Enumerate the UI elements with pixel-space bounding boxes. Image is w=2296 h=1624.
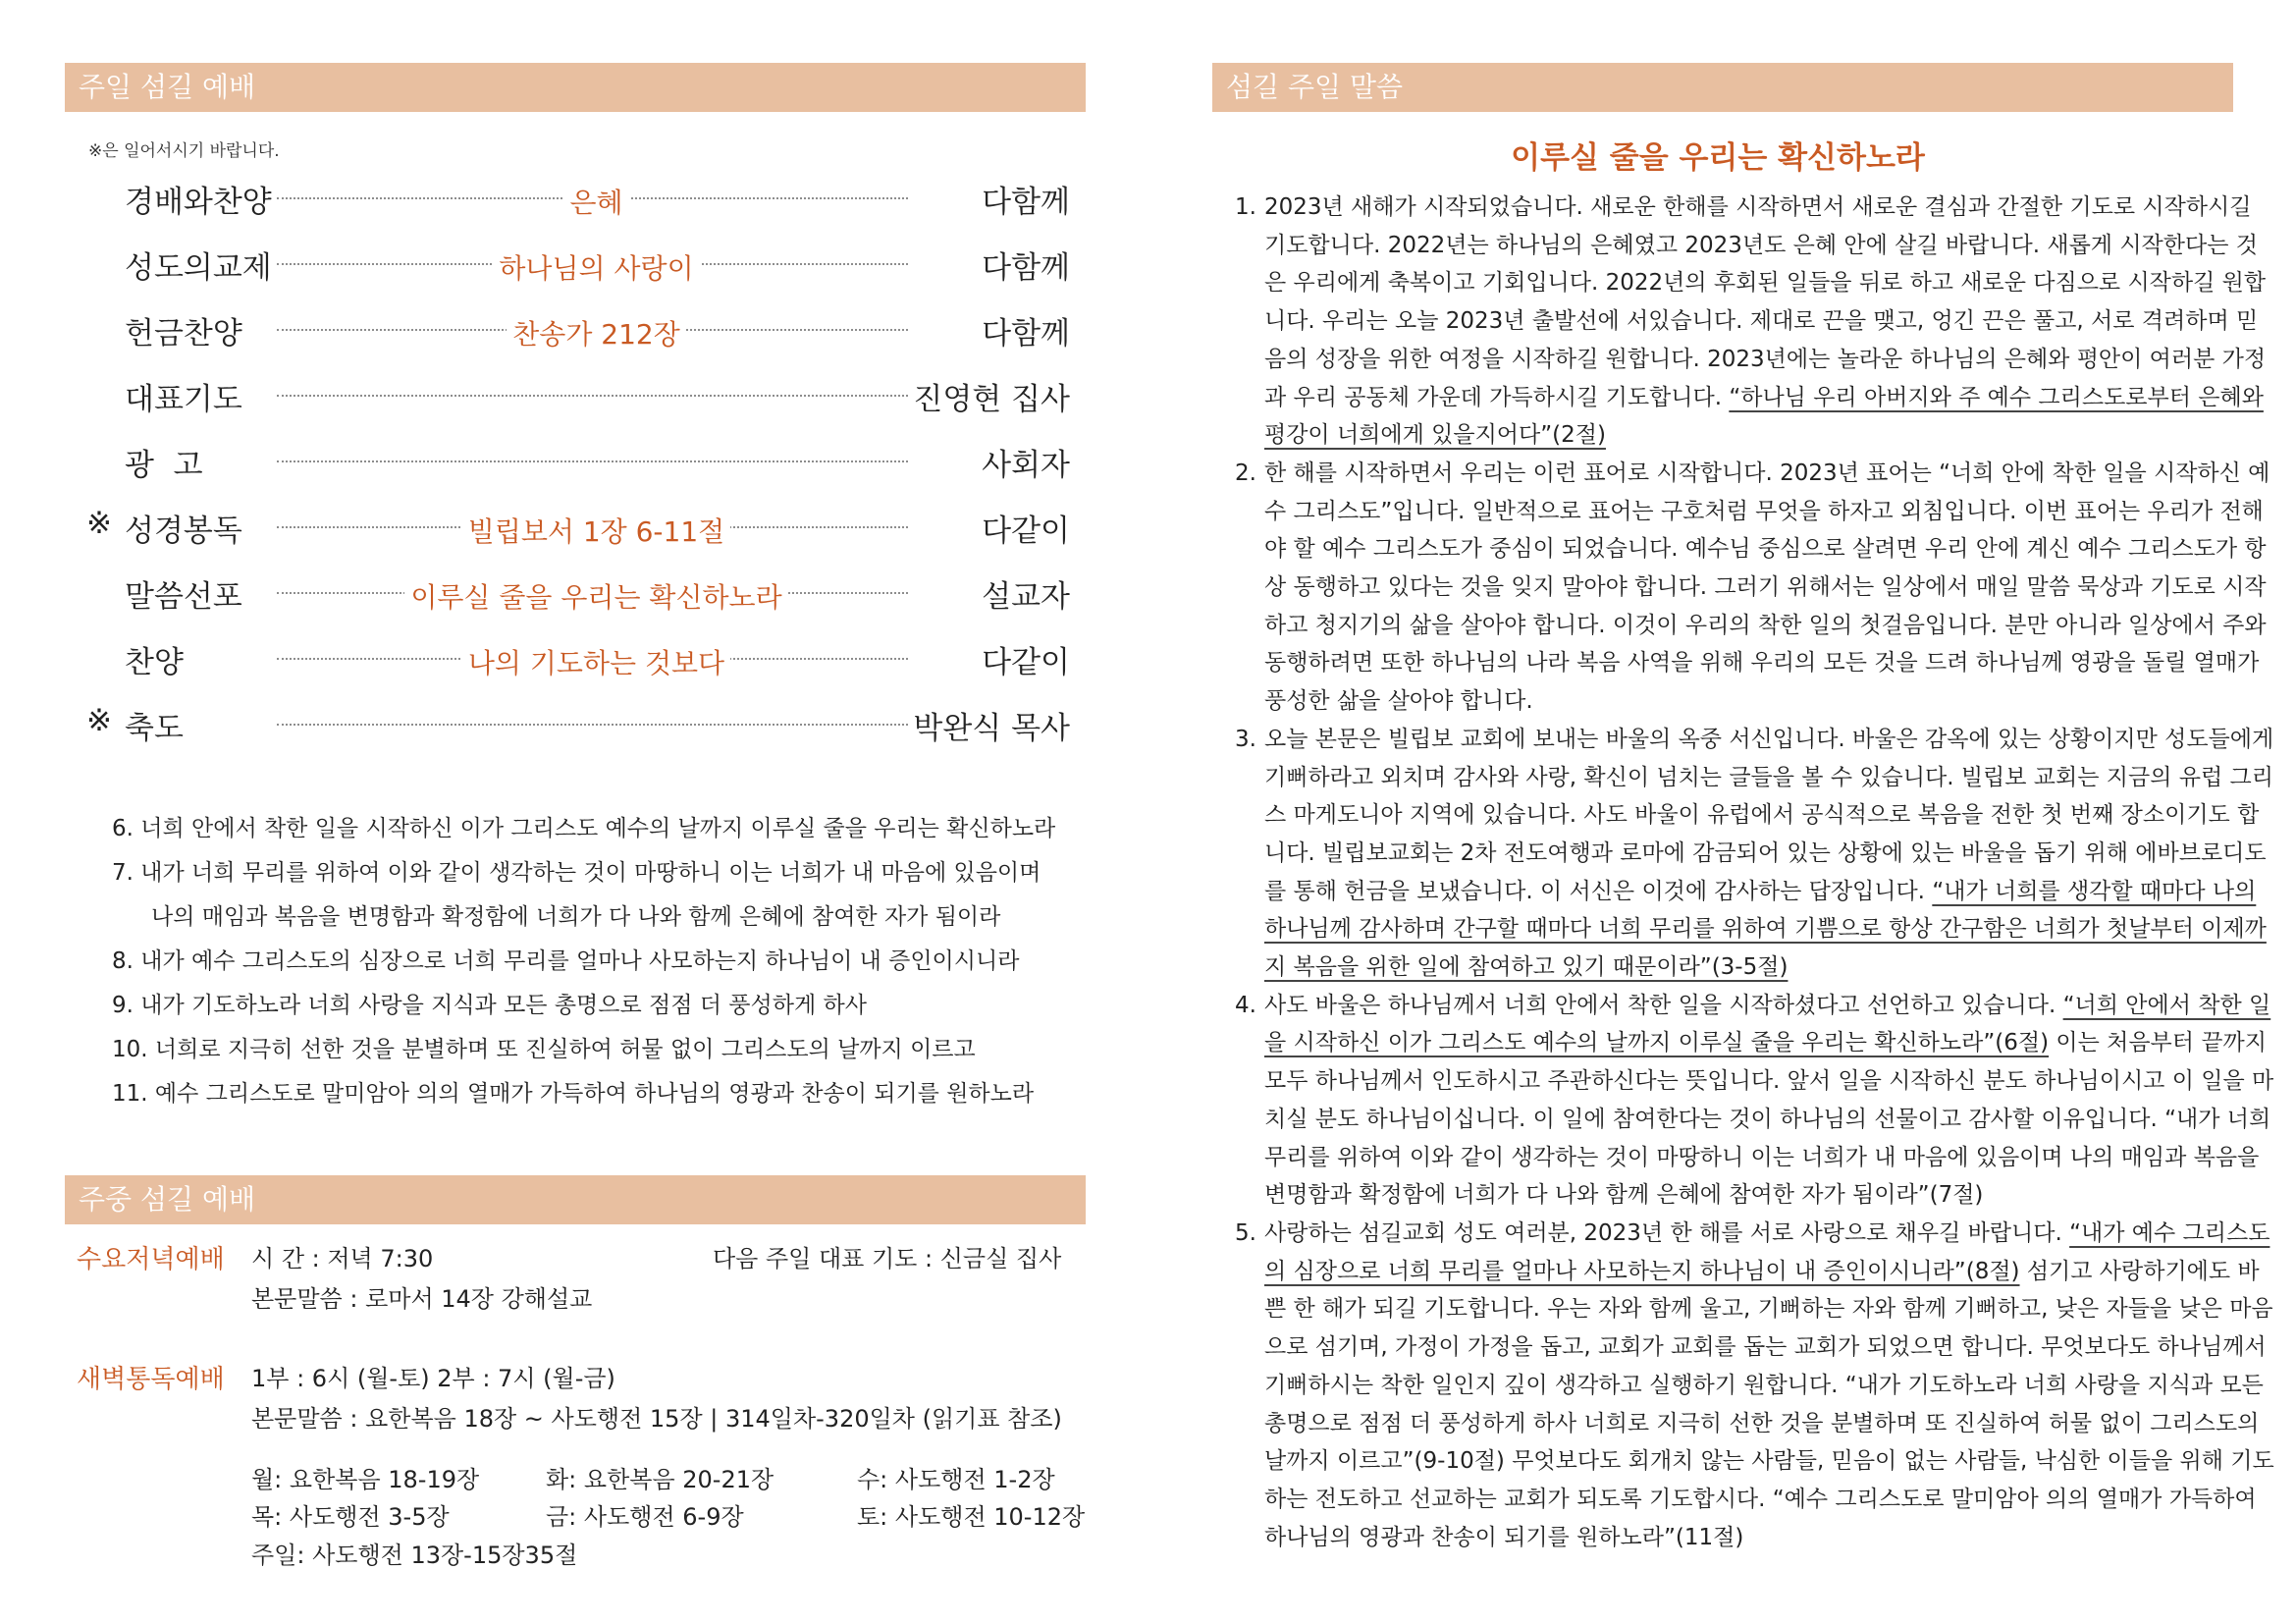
order-item: 성도의교제	[125, 250, 272, 286]
point-quote: “하나님 우리 아버지와 주 예수 그리스도로부터 은혜와 평강이 너희에게 있을지어다”(2절)	[1264, 384, 2264, 449]
verse-line: 11. 예수 그리스도로 말미암아 의의 열매가 가득하여 하나님의 영광과 찬송이 되기를 원하노라	[112, 1081, 1035, 1107]
order-leader: 사회자	[982, 448, 1070, 483]
order-detail: 나의 기도하는 것보다	[285, 642, 908, 681]
dawn-text: 본문말씀 : 요한복음 18장 ~ 사도행전 15장 | 314일차-320일차 (읽기표 참조)	[251, 1405, 1062, 1433]
reading-mon: 월: 요한복음 18-19장	[251, 1466, 480, 1493]
order-leader: 박완식 목사	[913, 711, 1070, 746]
wednesday-time: 시 간 : 저녁 7:30	[251, 1245, 434, 1272]
reading-sun: 주일: 사도행전 13장-15장35절	[251, 1542, 578, 1569]
order-item: 경배와찬양	[125, 185, 272, 220]
reading-fri: 금: 사도행전 6-9장	[546, 1503, 744, 1531]
order-row	[79, 435, 1070, 501]
point-text: 오늘 본문은 빌립보 교회에 보내는 바울의 옥중 서신입니다. 바울은 감옥에 있는 상황이지만 성도들에게 기뻐하라고 외치며 감사와 사랑, 확신이 넘치는 글들을 볼 수 있습니다. 빌립보 교회는 지금의 유럽 그리스 마게도니아 지역에 있습니다. 사도 바울이 유럽에서 공식적으로 복음을 전한 첫 번째 장소이기도 합니다. 빌립보교회는 2차 전도여행과 로마에 감금되어 있는 상황에 있는 바울을 돕기 위해 에바브로디도를 통해 헌금을 보냈습니다. 이 서신은 이것에 감사하는 답장입니다.	[1264, 726, 2274, 904]
order-item: 헌금찬양	[125, 316, 242, 352]
reading-thu: 목: 사도행전 3-5장	[251, 1503, 450, 1531]
point-number: 5.	[1235, 1219, 1256, 1246]
sunday-service-banner: 주일 섬길 예배	[65, 63, 1086, 112]
order-detail: 이루실 줄을 우리는 확신하노라	[285, 576, 908, 616]
verse-line: 10. 너희로 지극히 선한 것을 분별하며 또 진실하여 허물 없이 그리스도의 날까지 이르고	[112, 1037, 976, 1062]
point-quote: “너희 안에서 착한 일을 시작하신 이가 그리스도 예수의 날까지 이루실 줄을 우리는 확신하노라”(6절)	[1264, 992, 2271, 1056]
sermon-point	[1235, 1215, 2275, 1556]
order-detail: 하나님의 사랑이	[285, 247, 908, 287]
point-quote: “내가 예수 그리스도의 심장으로 너희 무리를 얼마나 사모하는지 하나님이 내 증인이시니라”(8절)	[1264, 1219, 2270, 1284]
order-row	[79, 632, 1070, 698]
leader-dots	[277, 724, 908, 726]
order-row	[79, 369, 1070, 435]
point-text-after: 섬기고 사랑하기에도 바쁜 한 해가 되길 기도합니다. 우는 자와 함께 울고, 기뻐하는 자와 함께 기뻐하고, 낮은 자들을 낮은 마음으로 섬기며, 가정이 가정을 돕고, 교회가 교회를 돕는 교회가 되었으면 합니다. 무엇보다도 하나님께서 기뻐하시는 착한 일인지 깊이 생각하고 실행하기 원합니다. “내가 기도하노라 너희 사랑을 지식과 모든 총명으로 점점 더 풍성하게 하사 너희로 지극히 선한 것을 분별하며 또 진실하여 허물 없이 그리스도의 날까지 이르고”(9-10절) 무엇보다도 회개치 않는 사람들, 믿음이 없는 사람들, 낙심한 이들을 위해 기도하는 전도하고 선교하는 교회가 되도록 기도합시다. “예수 그리스도로 말미암아 의의 열매가 가득하여 하나님의 영광과 찬송이 되기를 원하노라”(11절)	[1264, 1258, 2274, 1550]
stand-mark: ※	[86, 703, 112, 738]
dawn-time: 1부 : 6시 (월-토) 2부 : 7시 (월-금)	[251, 1365, 615, 1392]
order-row	[79, 501, 1070, 567]
verse-line: 6. 너희 안에서 착한 일을 시작하신 이가 그리스도 예수의 날까지 이루실 줄을 우리는 확신하노라	[112, 816, 1056, 841]
reading-tue: 화: 요한복음 20-21장	[546, 1466, 774, 1493]
order-row	[79, 303, 1070, 369]
order-detail: 은혜	[285, 182, 908, 221]
order-item: 말씀선포	[125, 579, 242, 615]
order-item: 찬양	[125, 645, 184, 680]
verse-line: 7. 내가 너희 무리를 위하여 이와 같이 생각하는 것이 마땅하니 이는 너희가 내 마음에 있음이며	[112, 860, 1041, 886]
scripture-verses	[112, 807, 1055, 1116]
point-text-after: 이는 처음부터 끝까지 모두 하나님께서 인도하시고 주관하신다는 뜻입니다. 앞서 일을 시작하신 분도 하나님이시고 이 일을 마치실 분도 하나님이십니다. 이 일에 참여한다는 것이 하나님의 선물이고 감사할 이유입니다. “내가 너희 무리를 위하여 이와 같이 생각하는 것이 마땅하니 이는 너희가 내 마음에 있음이며 나의 매임과 복음을 변명함과 확정함에 너희가 다 나와 함께 은혜에 참여한 자가 됨이라”(7절)	[1264, 1030, 2274, 1209]
point-text: 사랑하는 섬길교회 성도 여러분, 2023년 한 해를 서로 사랑으로 채우길 바랍니다.	[1264, 1219, 2070, 1246]
order-leader: 다같이	[982, 514, 1070, 549]
sermon-banner: 섬길 주일 말씀	[1212, 63, 2233, 112]
order-item: 광 고	[125, 448, 203, 483]
point-number: 4.	[1235, 992, 1256, 1018]
order-detail: 빌립보서 1장 6-11절	[285, 511, 908, 550]
point-quote: “내가 너희를 생각할 때마다 나의 하나님께 감사하며 간구할 때마다 너희 무리를 위하여 기쁨으로 항상 간구함은 너희가 첫날부터 이제까지 복음을 위한 일에 참여하고 있기 때문이라”(3-5절)	[1264, 878, 2267, 981]
order-leader: 설교자	[982, 579, 1070, 615]
point-number: 3.	[1235, 726, 1256, 752]
order-item: 성경봉독	[125, 514, 242, 549]
point-number: 2.	[1235, 460, 1256, 486]
verse-line: 9. 내가 기도하노라 너희 사랑을 지식과 모든 총명으로 점점 더 풍성하게 하사	[112, 993, 867, 1018]
order-item: 대표기도	[125, 382, 242, 417]
leader-dots	[277, 395, 908, 397]
wednesday-text: 본문말씀 : 로마서 14장 강해설교	[251, 1285, 593, 1313]
order-row	[79, 698, 1070, 764]
verse-line: 8. 내가 예수 그리스도의 심장으로 너희 무리를 얼마나 사모하는지 하나님이 내 증인이시니라	[112, 948, 1020, 974]
order-leader: 진영현 집사	[913, 382, 1070, 417]
weekday-service-banner: 주중 섬길 예배	[65, 1175, 1086, 1224]
sermon-point	[1235, 455, 2275, 721]
reading-sat: 토: 사도행전 10-12장	[857, 1503, 1086, 1531]
order-of-service	[79, 172, 1070, 764]
sermon-point	[1235, 987, 2275, 1215]
order-row	[79, 238, 1070, 303]
sermon-title: 이루실 줄을 우리는 확신하노라	[1511, 140, 1925, 176]
dawn-service-label: 새벽통독예배	[77, 1365, 225, 1394]
order-row	[79, 567, 1070, 632]
point-text: 한 해를 시작하면서 우리는 이런 표어로 시작합니다. 2023년 표어는 “너희 안에 착한 일을 시작하신 예수 그리스도”입니다. 일반적으로 표어는 구호처럼 무엇을 하자고 외침입니다. 이번 표어는 우리가 전해야 할 예수 그리스도가 중심이 되었습니다. 예수님 중심으로 살려면 우리 안에 계신 예수 그리스도가 항상 동행하고 있다는 것을 잊지 말아야 합니다. 그러기 위해서는 일상에서 매일 말씀 묵상과 기도로 시작하고 청지기의 삶을 살아야 합니다. 이것이 우리의 착한 일의 첫걸음입니다. 분만 아니라 일상에서 주와 동행하려면 또한 하나님의 나라 복음 사역을 위해 우리의 모든 것을 드려 하나님께 영광을 돌릴 열매가 풍성한 삶을 살아야 합니다.	[1264, 460, 2270, 715]
sermon-point	[1235, 721, 2275, 987]
order-leader: 다함께	[982, 250, 1070, 286]
point-number: 1.	[1235, 194, 1256, 220]
order-row	[79, 172, 1070, 238]
wednesday-service-label: 수요저녁예배	[77, 1245, 225, 1274]
verse-line: 나의 매임과 복음을 변명함과 확정함에 너희가 다 나와 함께 은혜에 참여한 자가 됨이라	[151, 904, 1001, 930]
reading-wed: 수: 사도행전 1-2장	[857, 1466, 1055, 1493]
stand-mark: ※	[86, 506, 112, 541]
stand-note: ※은 일어서시기 바랍니다.	[88, 141, 280, 161]
order-leader: 다함께	[982, 316, 1070, 352]
order-detail: 찬송가 212장	[285, 313, 908, 352]
point-text: 사도 바울은 하나님께서 너희 안에서 착한 일을 시작하셨다고 선언하고 있습니다.	[1264, 992, 2063, 1018]
order-leader: 다같이	[982, 645, 1070, 680]
sermon-point	[1235, 189, 2275, 455]
next-week-prayer: 다음 주일 대표 기도 : 신금실 집사	[713, 1245, 1062, 1272]
order-leader: 다함께	[982, 185, 1070, 220]
order-item: 축도	[125, 711, 184, 746]
sermon-points	[1235, 189, 2275, 1556]
leader-dots	[277, 460, 908, 462]
point-text: 2023년 새해가 시작되었습니다. 새로운 한해를 시작하면서 새로운 결심과 간절한 기도로 시작하시길 기도합니다. 2022년는 하나님의 은혜였고 2023년도 은혜 안에 살길 바랍니다. 새롭게 시작한다는 것은 우리에게 축복이고 기회입니다. 2022년의 후회된 일들을 뒤로 하고 새로운 다짐으로 시작하길 원합니다. 우리는 오늘 2023년 출발선에 서있습니다. 제대로 끈을 맺고, 엉긴 끈은 풀고, 서로 격려하며 믿음의 성장을 위한 여정을 시작하길 원합니다. 2023년에는 놀라운 하나님의 은혜와 평안이 여러분 가정과 우리 공동체 가운데 가득하시길 기도합니다.	[1264, 194, 2267, 410]
